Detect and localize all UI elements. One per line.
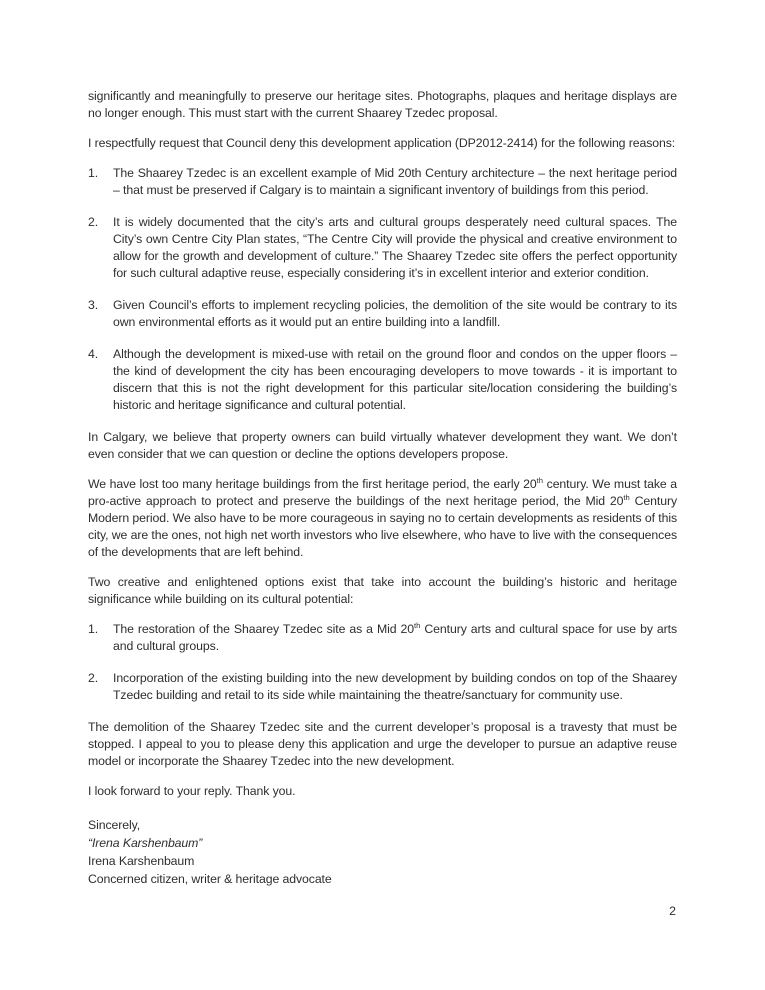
reasons-list	[88, 165, 677, 414]
list-item-number: 1.	[88, 166, 99, 180]
list-item	[88, 214, 677, 282]
list-item	[88, 621, 677, 655]
signature-salutation: Sincerely,	[88, 818, 141, 832]
list-item-text: It is widely documented that the city’s arts and cultural groups desperately need cultural spaces. The City’s own Centre City Plan states, “The Centre City will provide the physical and creative environment to allow for the growth and development of culture.” The Shaarey Tzedec site offers the perfect opportunity for such cultural adaptive reuse, especially considering it’s in excellent interior and exterior condition.	[113, 215, 677, 280]
list-item-text: The restoration of the Shaarey Tzedec site as a Mid 20th Century arts and cultural space for use by arts and cultural groups.	[113, 620, 678, 653]
options-list	[88, 621, 677, 704]
list-item-number: 2.	[88, 671, 99, 685]
list-item-number: 1.	[88, 622, 99, 636]
signature-name: Irena Karshenbaum	[88, 854, 195, 868]
list-item-text: Incorporation of the existing building into the new development by building condos on top of the Shaarey Tzedec building and retail to its side while maintaining the theatre/sanctuary for community use.	[113, 671, 677, 702]
list-item	[88, 346, 677, 414]
signature-signed-name: “Irena Karshenbaum”	[88, 836, 203, 850]
paragraph-reply: I look forward to your reply. Thank you.	[88, 784, 296, 798]
page-number: 2	[669, 904, 676, 918]
paragraph-options-intro: Two creative and enlightened options exist that take into account the building’s historic and heritage significance while building on its cultural potential:	[88, 575, 677, 606]
signature-block	[88, 816, 677, 888]
list-item	[88, 670, 677, 704]
list-item-text: Given Council’s efforts to implement recycling policies, the demolition of the site would be contrary to its own environmental efforts as it would put an entire building into a landfill.	[113, 298, 677, 329]
list-item-number: 4.	[88, 347, 99, 361]
paragraph-request: I respectfully request that Council deny this development application (DP2012-2414) for the following reasons:	[88, 136, 676, 150]
signature-title: Concerned citizen, writer & heritage advocate	[88, 872, 332, 886]
paragraph-heritage-lost: We have lost too many heritage buildings from the first heritage period, the early 20th century. We must take a pro-active approach to protect and preserve the buildings of the next heritage period, the Mid 20th Century Modern period. We also have to be more courageous in saying no to certain developments as residents of this city, we are the ones, not high net worth investors who live elsewhere, who have to live with the consequences of the developments that are left behind.	[88, 475, 677, 559]
paragraph-continuation: significantly and meaningfully to preserve our heritage sites. Photographs, plaques and heritage displays are no longer enough. This must start with the current Shaarey Tzedec proposal.	[88, 89, 677, 120]
list-item	[88, 297, 677, 331]
list-item-number: 3.	[88, 298, 99, 312]
paragraph-demolition: The demolition of the Shaarey Tzedec site and the current developer’s proposal is a travesty that must be stopped. I appeal to you to please deny this application and urge the developer to pursue an adaptive reuse model or incorporate the Shaarey Tzedec into the new development.	[88, 720, 677, 768]
list-item-number: 2.	[88, 215, 99, 229]
list-item	[88, 165, 677, 199]
paragraph-calgary: In Calgary, we believe that property owners can build virtually whatever development they want. We don’t even consider that we can question or decline the options developers propose.	[88, 430, 677, 461]
list-item-text: Although the development is mixed-use with retail on the ground floor and condos on the upper floors – the kind of development the city has been encouraging developers to move towards - it is important to discern that this is not the right development for this particular site/location considering the building’s historic and heritage significance and cultural potential.	[113, 347, 677, 412]
list-item-text: The Shaarey Tzedec is an excellent example of Mid 20th Century architecture – the next heritage period – that must be preserved if Calgary is to maintain a significant inventory of buildings from this period.	[113, 166, 677, 197]
